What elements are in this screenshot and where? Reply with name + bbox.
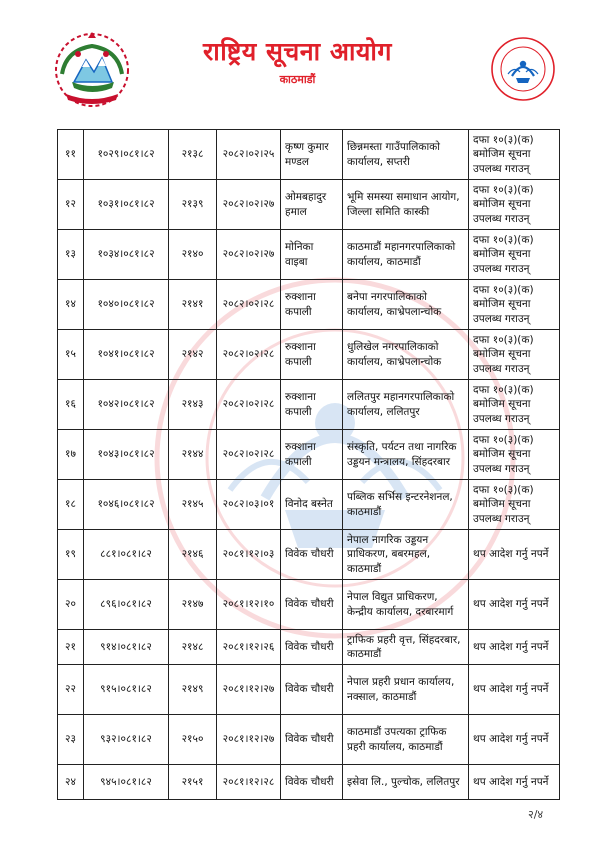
decision-date-cell: २०८२।०२।२८ (217, 430, 281, 480)
decision-number-cell: २१४४ (169, 430, 217, 480)
public-body-cell: धुलिखेल नगरपालिकाको कार्यालय, काभ्रेपलान्चोक (343, 330, 469, 380)
public-body-cell: काठमाडौं उपत्यका ट्राफिक प्रहरी कार्यालय, काठमाडौं (343, 715, 469, 765)
registration-number-cell: ८९६।०८१।८२ (84, 580, 169, 630)
decisions-table-body (58, 130, 560, 800)
applicant-name-cell: विवेक चौधरी (281, 580, 343, 630)
registration-number-cell: १०३४।०८१।८२ (84, 230, 169, 280)
public-body-cell: नेपाल नागरिक उड्डयन प्राधिकरण, बबरमहल, काठमाडौं (343, 530, 469, 580)
registration-number-cell: १०४६।०८१।८२ (84, 480, 169, 530)
decision-date-cell: २०८२।०३।०१ (217, 480, 281, 530)
table-row (58, 230, 560, 280)
decision-cell: दफा १०(३)(क) बमोजिम सूचना उपलब्ध गराउन् (469, 230, 560, 280)
page-number: २/४ (528, 808, 544, 821)
public-body-cell: ट्राफिक प्रहरी वृत्त, सिंहदरबार, काठमाडौं (343, 630, 469, 665)
registration-number-cell: ९४५।०८१।८२ (84, 765, 169, 800)
decision-date-cell: २०८२।०२।२८ (217, 330, 281, 380)
decision-number-cell: २१४२ (169, 330, 217, 380)
decision-cell: दफा १०(३)(क) बमोजिम सूचना उपलब्ध गराउन् (469, 380, 560, 430)
public-body-cell: इसेवा लि., पुल्चोक, ललितपुर (343, 765, 469, 800)
registration-number-cell: ९३२।०८१।८२ (84, 715, 169, 765)
decision-number-cell: २१४३ (169, 380, 217, 430)
decision-cell: थप आदेश गर्नु नपर्ने (469, 665, 560, 715)
table-row (58, 480, 560, 530)
decision-number-cell: २१४८ (169, 630, 217, 665)
registration-number-cell: १०४०।०८१।८२ (84, 280, 169, 330)
decision-date-cell: २०८२।०२।२८ (217, 280, 281, 330)
serial-number-cell: २३ (58, 715, 84, 765)
table-row (58, 630, 560, 665)
decision-number-cell: २१३९ (169, 180, 217, 230)
table-row (58, 665, 560, 715)
serial-number-cell: २४ (58, 765, 84, 800)
public-body-cell: संस्कृति, पर्यटन तथा नागरिक उड्डयन मन्त्रालय, सिंहदरबार (343, 430, 469, 480)
decision-number-cell: २१५० (169, 715, 217, 765)
public-body-cell: बनेपा नगरपालिकाको कार्यालय, काभ्रेपलान्चोक (343, 280, 469, 330)
registration-number-cell: १०४२।०८१।८२ (84, 380, 169, 430)
applicant-name-cell: रुक्शाना कपाली (281, 380, 343, 430)
table-row (58, 580, 560, 630)
page-subtitle: काठमाडौं (279, 73, 316, 86)
registration-number-cell: ९१५।०८१।८२ (84, 665, 169, 715)
decision-number-cell: २१४० (169, 230, 217, 280)
decision-cell: दफा १०(३)(क) बमोजिम सूचना उपलब्ध गराउन् (469, 280, 560, 330)
decision-number-cell: २१३८ (169, 130, 217, 180)
serial-number-cell: २२ (58, 665, 84, 715)
page-header (0, 0, 595, 120)
decision-number-cell: २१४६ (169, 530, 217, 580)
serial-number-cell: २० (58, 580, 84, 630)
public-body-cell: भूमि समस्या समाधान आयोग, जिल्ला समिति कास्की (343, 180, 469, 230)
registration-number-cell: १०२९।०८१।८२ (84, 130, 169, 180)
decision-cell: थप आदेश गर्नु नपर्ने (469, 630, 560, 665)
applicant-name-cell: विवेक चौधरी (281, 665, 343, 715)
serial-number-cell: १८ (58, 480, 84, 530)
public-body-cell: पब्लिक सर्भिस इन्टरनेशनल, काठमाडौं (343, 480, 469, 530)
nepal-emblem-icon (52, 30, 132, 110)
applicant-name-cell: विवेक चौधरी (281, 530, 343, 580)
applicant-name-cell: ओमबहादुर हमाल (281, 180, 343, 230)
decision-number-cell: २१४१ (169, 280, 217, 330)
table-row (58, 330, 560, 380)
registration-number-cell: १०३१।०८१।८२ (84, 180, 169, 230)
applicant-name-cell: विवेक चौधरी (281, 765, 343, 800)
decision-cell: थप आदेश गर्नु नपर्ने (469, 765, 560, 800)
public-body-cell: ललितपुर महानगरपालिकाको कार्यालय, ललितपुर (343, 380, 469, 430)
decisions-table (57, 129, 560, 800)
serial-number-cell: १५ (58, 330, 84, 380)
applicant-name-cell: रुक्शाना कपाली (281, 280, 343, 330)
decision-date-cell: २०८२।०२।२५ (217, 130, 281, 180)
applicant-name-cell: रुक्शाना कपाली (281, 430, 343, 480)
decision-date-cell: २०८२।०२।२८ (217, 380, 281, 430)
decision-date-cell: २०८२।०२।२७ (217, 180, 281, 230)
decision-cell: दफा १०(३)(क) बमोजिम सूचना उपलब्ध गराउन् (469, 430, 560, 480)
registration-number-cell: १०४१।०८१।८२ (84, 330, 169, 380)
decision-cell: दफा १०(३)(क) बमोजिम सूचना उपलब्ध गराउन् (469, 480, 560, 530)
decision-cell: दफा १०(३)(क) बमोजिम सूचना उपलब्ध गराउन् (469, 130, 560, 180)
serial-number-cell: १६ (58, 380, 84, 430)
applicant-name-cell: विवेक चौधरी (281, 715, 343, 765)
decision-date-cell: २०८१।१२।२८ (217, 765, 281, 800)
registration-number-cell: १०४३।०८१।८२ (84, 430, 169, 480)
applicant-name-cell: विवेक चौधरी (281, 630, 343, 665)
applicant-name-cell: कृष्ण कुमार मण्डल (281, 130, 343, 180)
table-row (58, 380, 560, 430)
decision-date-cell: २०८१।१२।१० (217, 580, 281, 630)
serial-number-cell: २१ (58, 630, 84, 665)
registration-number-cell: ९१४।०८१।८२ (84, 630, 169, 665)
table-row (58, 765, 560, 800)
national-information-commission-seal-icon (490, 36, 556, 102)
public-body-cell: छिन्नमस्ता गाउँपालिकाको कार्यालय, सप्तरी (343, 130, 469, 180)
applicant-name-cell: रुक्शाना कपाली (281, 330, 343, 380)
decision-cell: थप आदेश गर्नु नपर्ने (469, 530, 560, 580)
decision-cell: थप आदेश गर्नु नपर्ने (469, 715, 560, 765)
table-row (58, 430, 560, 480)
table-row (58, 180, 560, 230)
decision-date-cell: २०८१।१२।०३ (217, 530, 281, 580)
serial-number-cell: ११ (58, 130, 84, 180)
decision-number-cell: २१५१ (169, 765, 217, 800)
decision-number-cell: २१४५ (169, 480, 217, 530)
table-row (58, 530, 560, 580)
decision-cell: दफा १०(३)(क) बमोजिम सूचना उपलब्ध गराउन् (469, 330, 560, 380)
applicant-name-cell: विनोद बस्नेत (281, 480, 343, 530)
serial-number-cell: १३ (58, 230, 84, 280)
serial-number-cell: १२ (58, 180, 84, 230)
decision-date-cell: २०८१।१२।२७ (217, 665, 281, 715)
decision-date-cell: २०८१।१२।२७ (217, 715, 281, 765)
decision-cell: थप आदेश गर्नु नपर्ने (469, 580, 560, 630)
table-row (58, 280, 560, 330)
table-row (58, 130, 560, 180)
applicant-name-cell: मोनिका वाइबा (281, 230, 343, 280)
decision-number-cell: २१४९ (169, 665, 217, 715)
public-body-cell: काठमाडौं महानगरपालिकाको कार्यालय, काठमाडौं (343, 230, 469, 280)
registration-number-cell: ८८१।०८१।८२ (84, 530, 169, 580)
decision-cell: दफा १०(३)(क) बमोजिम सूचना उपलब्ध गराउन् (469, 180, 560, 230)
page-title: राष्ट्रिय सूचना आयोग (203, 37, 392, 66)
table-row (58, 715, 560, 765)
public-body-cell: नेपाल विद्युत प्राधिकरण, केन्द्रीय कार्यालय, दरबारमार्ग (343, 580, 469, 630)
decision-date-cell: २०८२।०२।२७ (217, 230, 281, 280)
serial-number-cell: १४ (58, 280, 84, 330)
serial-number-cell: १७ (58, 430, 84, 480)
decision-number-cell: २१४७ (169, 580, 217, 630)
decision-date-cell: २०८१।१२।२६ (217, 630, 281, 665)
public-body-cell: नेपाल प्रहरी प्रधान कार्यालय, नक्साल, काठमाडौं (343, 665, 469, 715)
serial-number-cell: १९ (58, 530, 84, 580)
